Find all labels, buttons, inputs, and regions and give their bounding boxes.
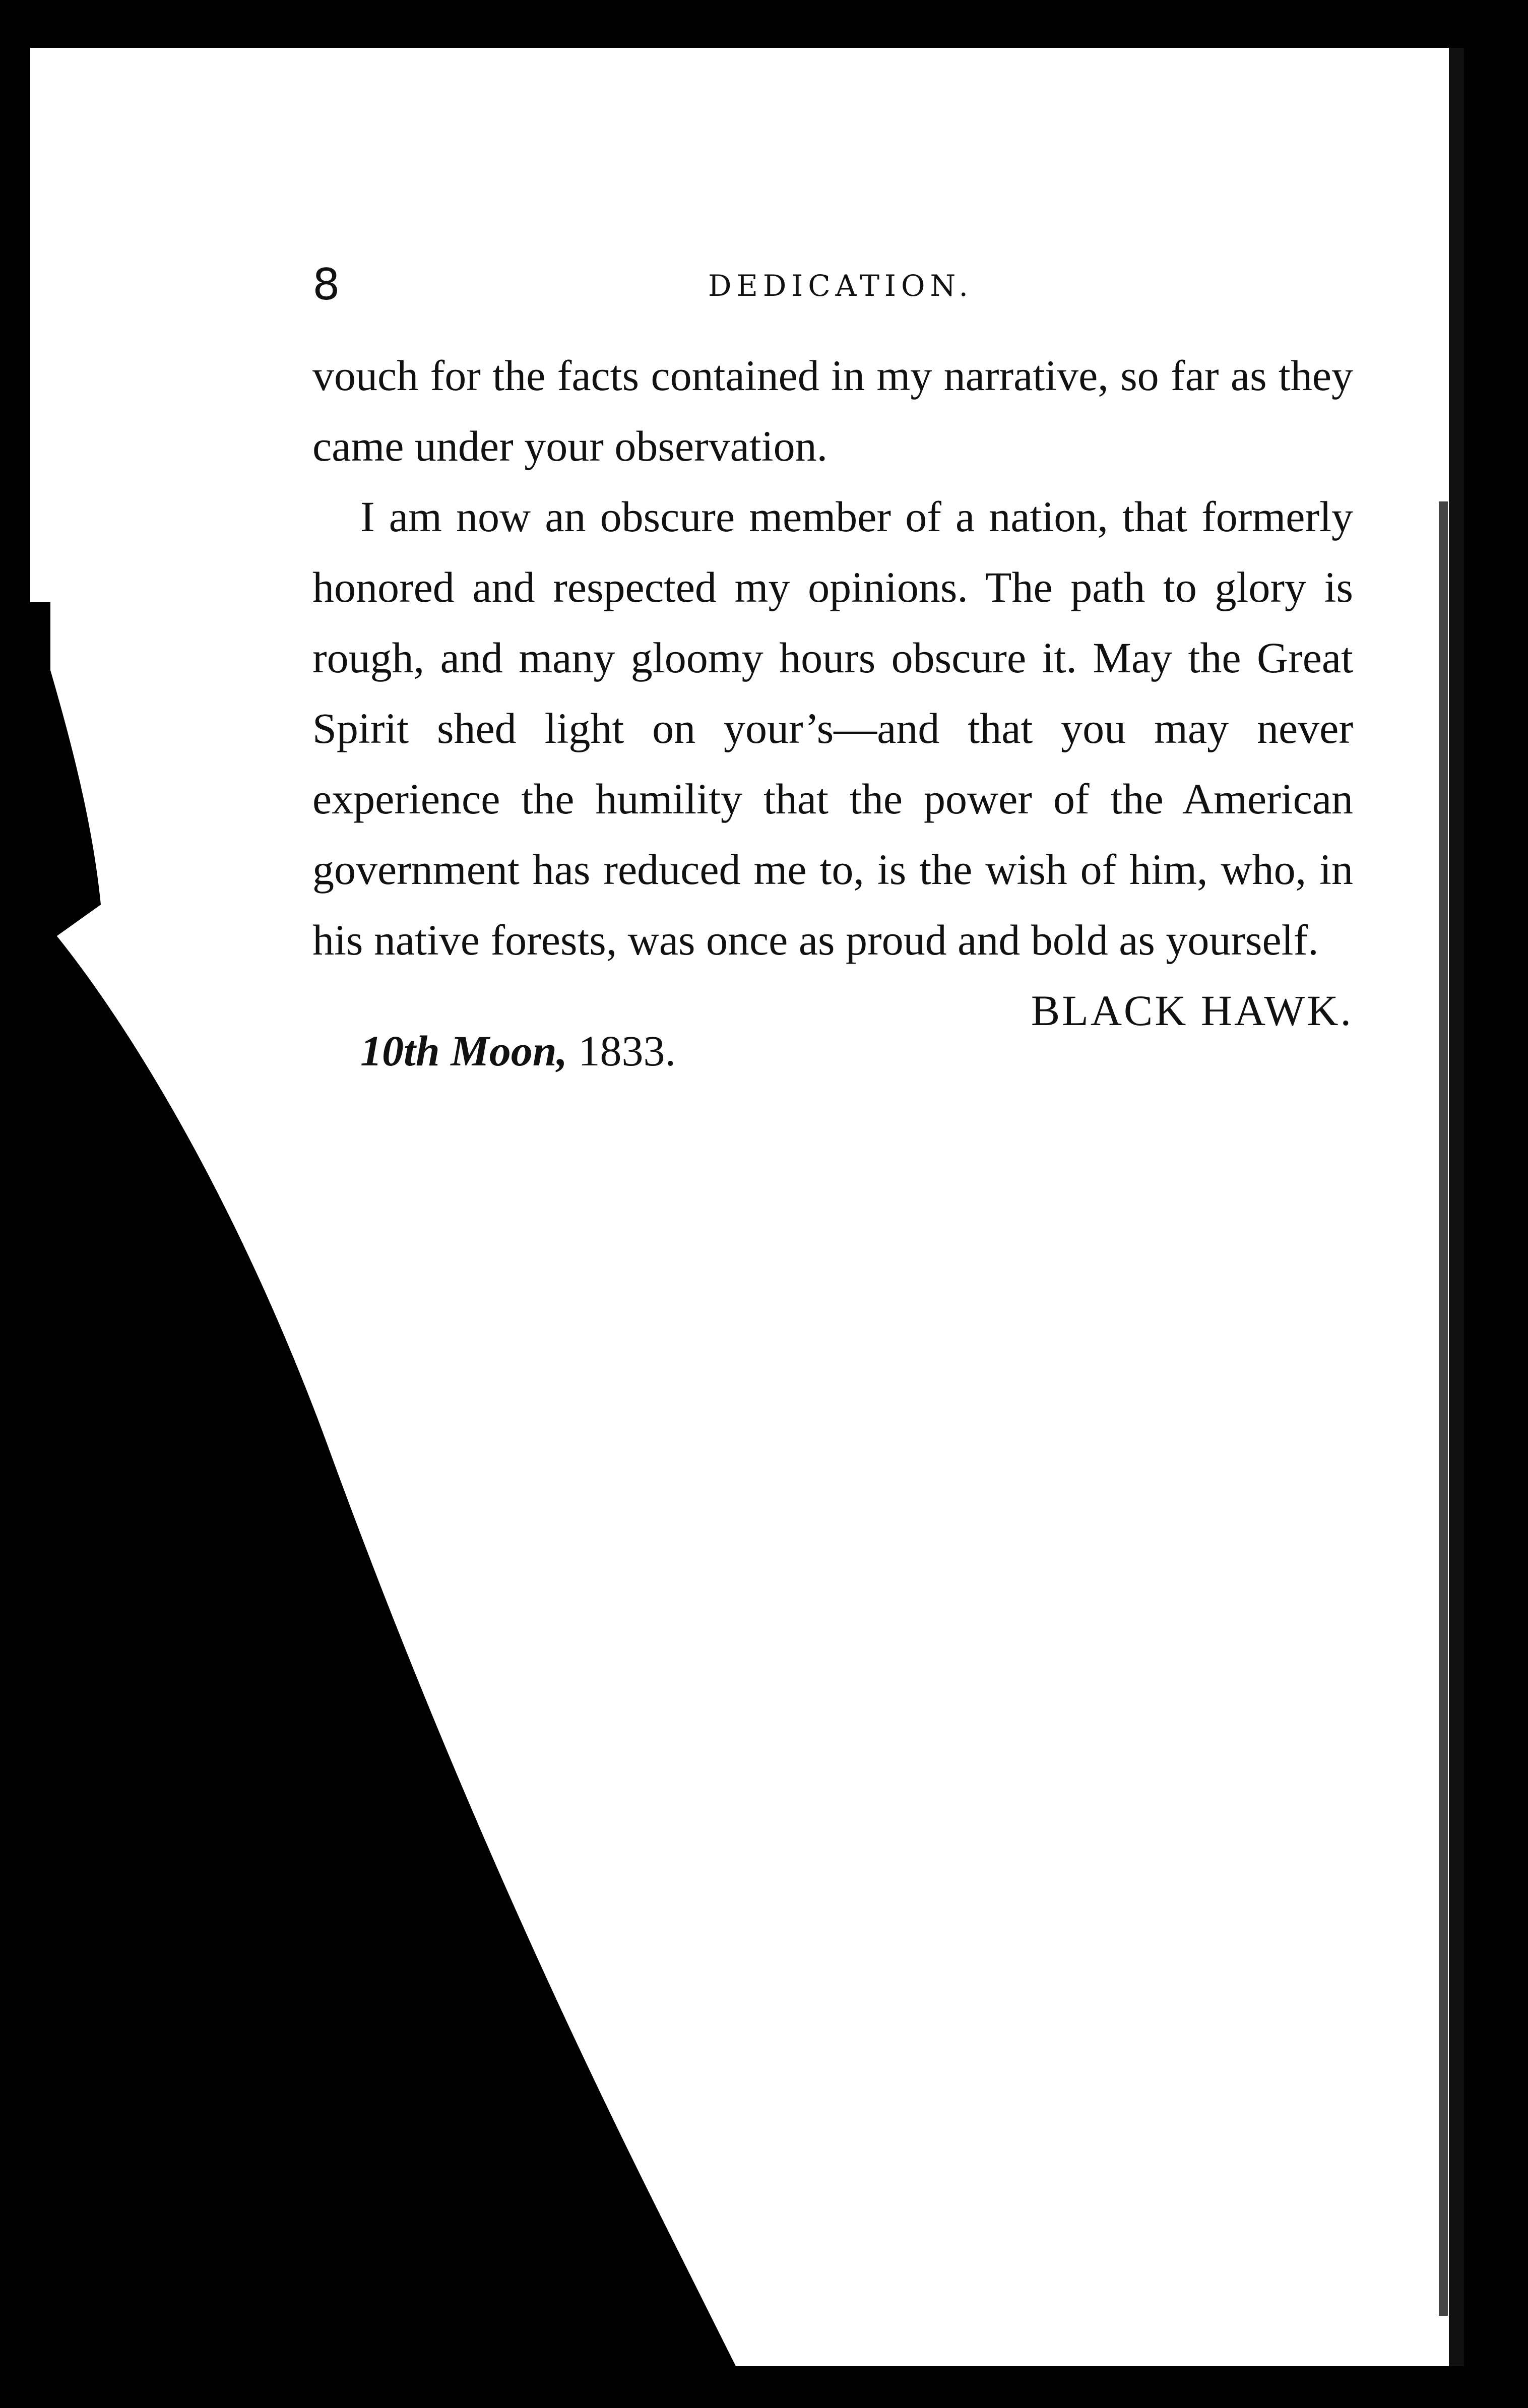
paragraph: I am now an obscure member of a nation, that formerly honored and respected my opinions. The path to glory is rough, and many gloomy hours obscure it. May the Great Spirit shed light on your’s—and that you may never experience the humility that the power of the American government has reduced me to, is the wish of him, who, in his native forests, was once as proud and bold as yourself. <box>312 492 1353 964</box>
dedication-body <box>285 340 1353 975</box>
date-year: 1833. <box>578 1027 676 1075</box>
book-page <box>30 48 1464 2366</box>
paragraph: vouch for the facts contained in my narrative, so far as they came under your observation. <box>312 351 1353 470</box>
binding-edge <box>1434 48 1464 2366</box>
date-moon: 10th Moon, <box>360 1027 568 1075</box>
page-text <box>285 260 1353 1076</box>
running-head: DEDICATION. <box>708 269 973 303</box>
page-number: 8 <box>312 260 340 310</box>
signature: BLACK HAWK. <box>1031 986 1353 1035</box>
page-header <box>285 260 1353 340</box>
